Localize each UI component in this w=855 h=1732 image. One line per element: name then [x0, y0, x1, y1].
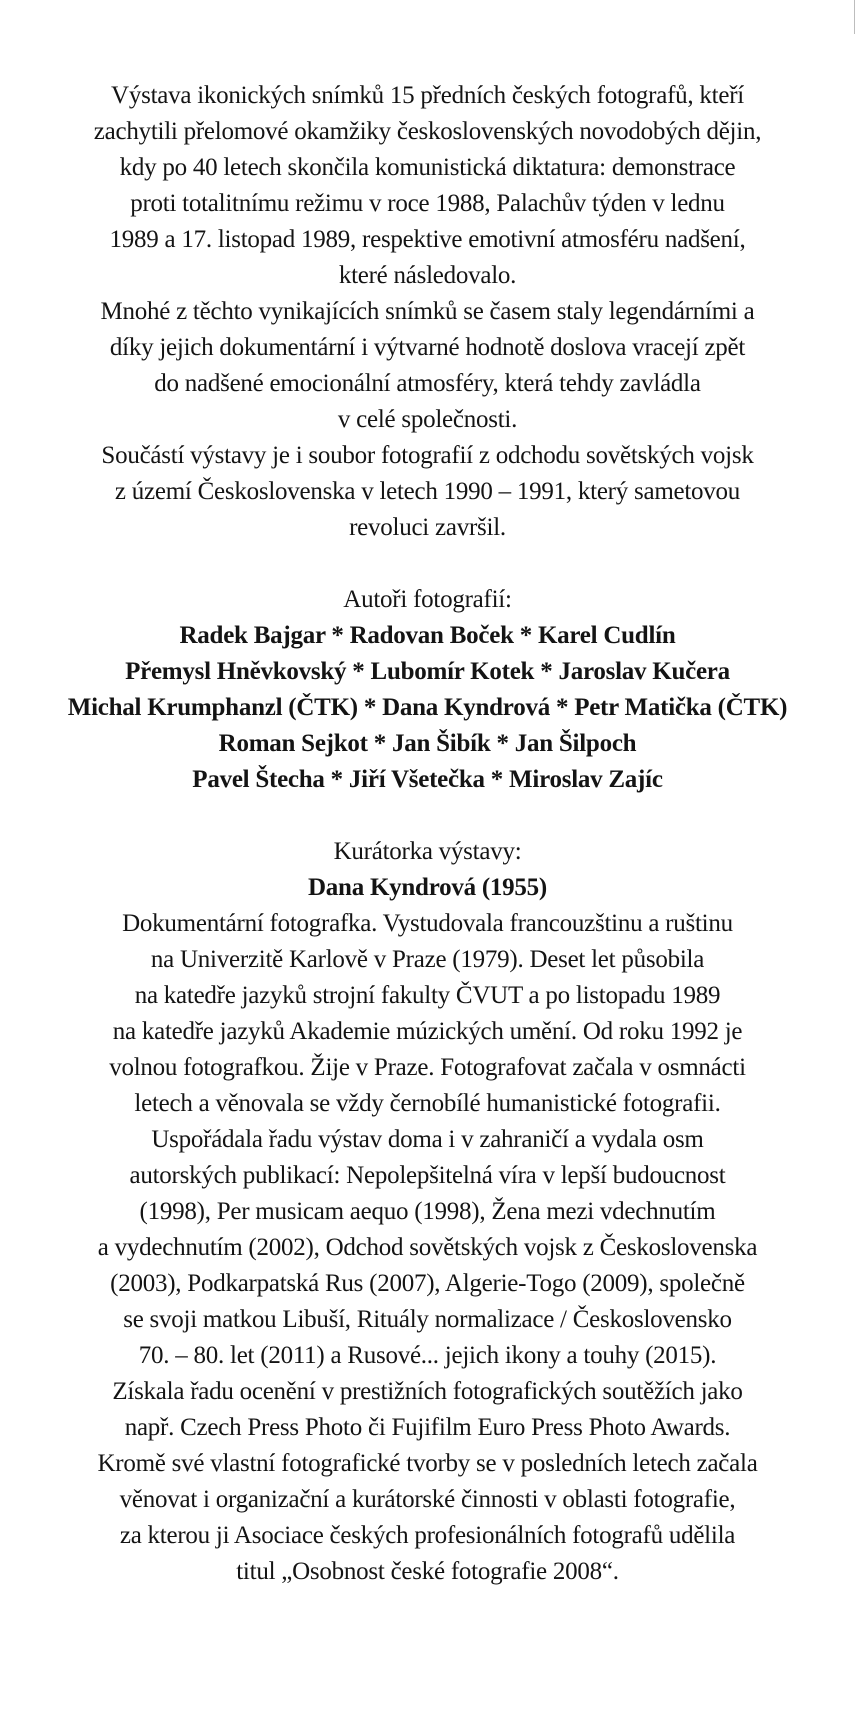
curator-bio-line: Uspořádala řadu výstav doma i v zahraničí a vydala osm — [151, 1126, 704, 1153]
author-names-line: Roman Sejkot * Jan Šibík * Jan Šilpoch — [218, 730, 637, 757]
intro-line: 1989 a 17. listopad 1989, respektive emotivní atmosféru nadšení, — [109, 226, 746, 253]
author-names-line: Pavel Štecha * Jiří Všetečka * Miroslav Zajíc — [192, 766, 663, 793]
authors-section — [60, 582, 795, 798]
intro-line: proti totalitnímu režimu v roce 1988, Palachův týden v lednu — [130, 190, 725, 217]
intro-line: Součástí výstavy je i soubor fotografií z odchodu sovětských vojsk — [101, 442, 754, 469]
curator-bio-line: 70. – 80. let (2011) a Rusové... jejich ikony a touhy (2015). — [138, 1342, 717, 1369]
curator-bio-line: Kromě své vlastní fotografické tvorby se v posledních letech začala — [97, 1450, 758, 1477]
author-names-line: Michal Krumphanzl (ČTK) * Dana Kyndrová * Petr Matička (ČTK) — [67, 694, 788, 721]
curator-bio-line: Dokumentární fotografka. Vystudovala francouzštinu a ruštinu — [122, 910, 733, 937]
curator-bio-line: (1998), Per musicam aequo (1998), Žena mezi vdechnutím — [139, 1198, 716, 1225]
curator-bio-line: se svoji matkou Libuší, Rituály normalizace / Československo — [123, 1306, 732, 1333]
intro-line: díky jejich dokumentární i výtvarné hodnotě doslova vracejí zpět — [109, 334, 746, 361]
intro-line: do nadšené emocionální atmosféry, která tehdy zavládla — [154, 370, 701, 397]
intro-line: zachytili přelomové okamžiky československých novodobých dějin, — [93, 118, 762, 145]
curator-bio-line: titul „Osobnost české fotografie 2008“. — [236, 1558, 619, 1585]
document-text — [60, 78, 795, 1590]
curator-bio-line: letech a věnovala se vždy černobílé humanistické fotografii. — [134, 1090, 721, 1117]
intro-line: které následovalo. — [338, 262, 517, 289]
curator-bio-line: např. Czech Press Photo či Fujifilm Euro Press Photo Awards. — [124, 1414, 731, 1441]
intro-line: Mnohé z těchto vynikajících snímků se časem staly legendárními a — [100, 298, 755, 325]
curator-section — [60, 834, 795, 1590]
curator-bio-line: a vydechnutím (2002), Odchod sovětských vojsk z Československa — [97, 1234, 758, 1261]
curator-bio-line: věnovat i organizační a kurátorské činnosti v oblasti fotografie, — [119, 1486, 736, 1513]
curator-bio-line: Získala řadu ocenění v prestižních fotografických soutěžích jako — [112, 1378, 743, 1405]
curator-name: Dana Kyndrová (1955) — [307, 874, 547, 901]
section-spacer — [60, 546, 795, 582]
curator-bio-line: autorských publikací: Nepolepšitelná víra v lepší budoucnost — [129, 1162, 726, 1189]
intro-line: Výstava ikonických snímků 15 předních českých fotografů, kteří — [111, 82, 744, 109]
intro-line: kdy po 40 letech skončila komunistická diktatura: demonstrace — [119, 154, 736, 181]
section-spacer — [60, 798, 795, 834]
intro-line: v celé společnosti. — [337, 406, 518, 433]
intro-line: revoluci završil. — [349, 514, 506, 541]
curator-bio-line: (2003), Podkarpatská Rus (2007), Algerie-Togo (2009), společně — [110, 1270, 745, 1297]
authors-heading: Autoři fotografií: — [343, 586, 512, 613]
curator-bio-line: na katedře jazyků strojní fakulty ČVUT a po listopadu 1989 — [134, 982, 721, 1009]
author-names-line: Radek Bajgar * Radovan Boček * Karel Cudlín — [179, 622, 676, 649]
curator-bio-line: na Univerzitě Karlově v Praze (1979). Deset let působila — [150, 946, 705, 973]
curator-bio-line: na katedře jazyků Akademie múzických umění. Od roku 1992 je — [112, 1018, 743, 1045]
curator-heading: Kurátorka výstavy: — [333, 838, 522, 865]
intro-paragraph — [60, 78, 795, 546]
intro-line: z území Československa v letech 1990 – 1991, který sametovou — [114, 478, 741, 505]
curator-bio-line: volnou fotografkou. Žije v Praze. Fotografovat začala v osmnácti — [109, 1054, 746, 1081]
author-names-line: Přemysl Hněvkovský * Lubomír Kotek * Jaroslav Kučera — [125, 658, 730, 685]
curator-bio-line: za kterou ji Asociace českých profesionálních fotografů udělila — [119, 1522, 736, 1549]
